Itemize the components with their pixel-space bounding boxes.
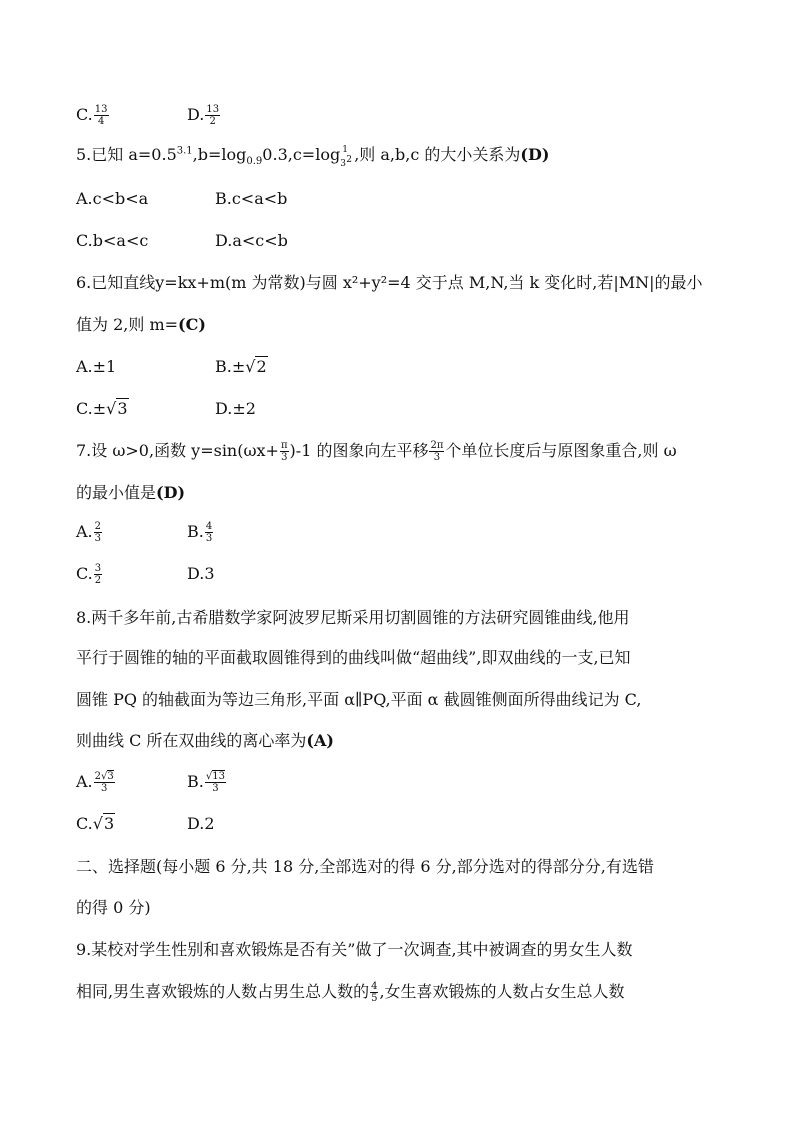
coefficient: 2: [94, 771, 102, 782]
q8-stem-line2: 平行于圆锥的轴的平面截取圆锥得到的曲线叫做“超曲线”,即双曲线的一支,已知: [76, 648, 631, 667]
denominator: 3: [101, 783, 108, 794]
q6-stem-line1: 6.已知直线y=kx+m(m 为常数)与圆 x²+y²=4 交于点 M,N,当 k 变化时,若|MN|的最小: [76, 273, 703, 292]
q6-text: 值为 2,则 m=: [76, 315, 179, 334]
q6-stem-line2: [76, 313, 206, 337]
option-label: C.: [76, 814, 93, 833]
q7-option-a: [76, 520, 103, 544]
q5-text-3: 0.3,c=log: [262, 145, 341, 164]
q6-option-c: [76, 397, 129, 421]
q7-text-1: 7.设 ω>0,函数 y=sin(ωx+: [76, 441, 279, 460]
q5-text-2: ,b=log: [192, 145, 247, 164]
q9-text-2: ,女生喜欢锻炼的人数占女生总人数: [379, 982, 625, 1001]
q8-option-d: D.2: [187, 814, 215, 833]
denominator: 5: [371, 993, 378, 1004]
denominator: 3: [205, 533, 213, 544]
q4-option-d: [187, 103, 221, 127]
q8-stem-line3: 圆锥 PQ 的轴截面为等边三角形,平面 α∥PQ,平面 α 截圆锥侧面所得曲线记为 C,: [76, 690, 642, 709]
radicand: 3: [117, 399, 128, 418]
q7-text-3: 个单位长度后与原图象重合,则 ω: [445, 441, 677, 460]
fraction: [94, 771, 115, 794]
denominator: 3: [212, 783, 219, 794]
denominator: 3: [281, 452, 288, 463]
numerator: 4: [371, 981, 378, 992]
radicand: 3: [103, 814, 115, 833]
fraction: [370, 981, 378, 1004]
numerator: 2√3: [94, 771, 114, 782]
option-label: A.: [76, 772, 93, 791]
q5-option-b: B.c<a<b: [215, 189, 288, 208]
q6-option-d: D.±2: [215, 399, 256, 418]
fraction: [280, 440, 289, 463]
q7-option-d: D.3: [187, 564, 215, 583]
q4-option-c: [76, 103, 110, 127]
fraction: [94, 104, 109, 127]
option-label: C.: [76, 105, 93, 124]
option-label: A.: [76, 522, 93, 541]
q5-answer: (D): [520, 145, 550, 164]
q5-option-d: D.a<c<b: [215, 231, 288, 250]
exponent: 3.1: [176, 145, 193, 157]
log-base-fraction: [340, 145, 354, 169]
q8-stem-line4: [76, 729, 334, 753]
q7-text-2: )-1 的图象向左平移: [289, 441, 429, 460]
q7-text: 的最小值是: [76, 483, 157, 502]
q6-answer: (C): [178, 315, 206, 334]
option-label: B.±: [215, 357, 246, 376]
q8-option-c: [76, 812, 115, 836]
radicand: 2: [256, 357, 267, 376]
denominator: 2: [94, 575, 102, 586]
numerator: 1: [342, 145, 348, 155]
q5-option-a: A.c<b<a: [76, 189, 149, 208]
numerator: 2π: [430, 440, 444, 451]
sqrt: √3: [92, 814, 115, 833]
fraction: [205, 771, 226, 794]
denominator: 2: [209, 116, 216, 127]
fraction: [429, 440, 444, 463]
q8-option-a: [76, 770, 116, 794]
numerator: 3: [94, 563, 102, 574]
q9-text-1: 相同,男生喜欢锻炼的人数占男生总人数的: [76, 982, 370, 1001]
option-label: D.: [187, 105, 205, 124]
numerator: 13: [206, 104, 220, 115]
q8-text: 则曲线 C 所在双曲线的离心率为: [76, 731, 307, 750]
fraction: [205, 104, 220, 127]
q7-stem-line1: [76, 439, 677, 463]
subscript: 3: [340, 159, 346, 169]
sqrt: √3: [106, 399, 128, 418]
q6-option-b: [215, 355, 268, 379]
fraction: [94, 521, 102, 544]
log-base: 0.9: [246, 156, 263, 168]
radicand: 13: [212, 771, 225, 782]
q5-stem: [76, 143, 549, 167]
fraction: [205, 521, 213, 544]
q7-option-c: [76, 562, 103, 586]
denominator: 4: [97, 116, 105, 127]
sqrt: √2: [245, 357, 267, 376]
q9-stem-line2: [76, 980, 625, 1004]
numerator: √13: [205, 771, 225, 782]
q8-option-b: [187, 770, 227, 794]
denominator: 3: [433, 452, 441, 463]
denominator: 2: [346, 155, 352, 165]
q5-text-4: ,则 a,b,c 的大小关系为: [354, 145, 521, 164]
radicand: 3: [107, 771, 114, 782]
denominator: 3: [94, 533, 102, 544]
option-label: B.: [187, 772, 204, 791]
q8-stem-line1: 8.两千多年前,古希腊数学家阿波罗尼斯采用切割圆锥的方法研究圆锥曲线,他用: [76, 608, 630, 627]
q7-stem-line2: [76, 481, 185, 505]
q8-answer: (A): [306, 731, 334, 750]
numerator: 4: [205, 521, 213, 532]
numerator: 13: [94, 104, 108, 115]
q9-stem-line1: 9.某校对学生性别和喜欢锻炼是否有关”做了一次调查,其中被调查的男女生人数: [76, 940, 633, 959]
numerator: 2: [94, 521, 102, 532]
option-label: C.: [76, 564, 93, 583]
q5-option-c: C.b<a<c: [76, 231, 149, 250]
section2-heading-line2: 的得 0 分): [76, 898, 151, 917]
q5-text-1: 5.已知 a=0.5: [76, 145, 177, 164]
q7-option-b: [187, 520, 214, 544]
q7-answer: (D): [156, 483, 186, 502]
q6-option-a: A.±1: [76, 357, 117, 376]
section2-heading-line1: 二、选择题(每小题 6 分,共 18 分,全部选对的得 6 分,部分选对的得部分分,有选错: [76, 857, 654, 876]
numerator: π: [280, 440, 288, 451]
option-label: C.±: [76, 399, 107, 418]
fraction: [94, 563, 102, 586]
option-label: B.: [187, 522, 204, 541]
